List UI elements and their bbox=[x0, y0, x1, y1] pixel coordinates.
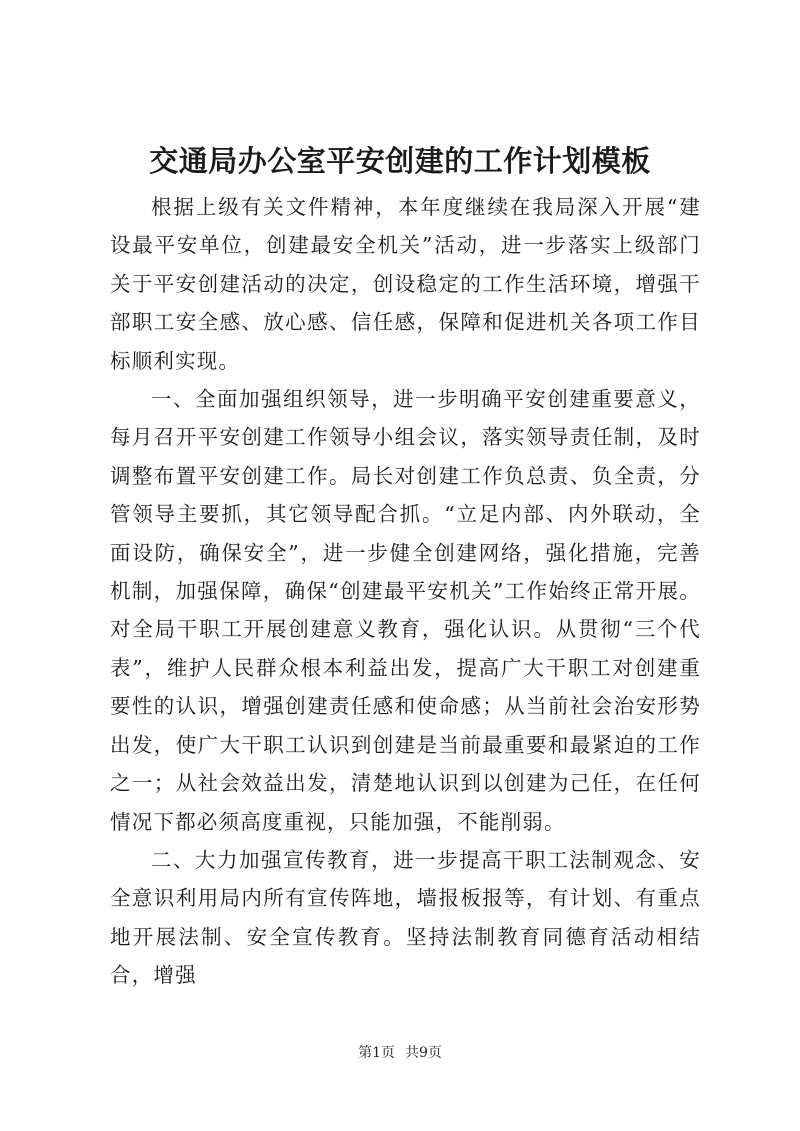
page-total: 共9页 bbox=[405, 1045, 442, 1061]
paragraph-intro: 根据上级有关文件精神，本年度继续在我局深入开展“建设最平安单位，创建最安全机关”活动，进一步落实上级部门关于平安创建活动的决定，创设稳定的工作生活环境，增强干部职工安全感、放心感、信任感，保障和促进机关各项工作目标顺利实现。 bbox=[110, 195, 701, 373]
paragraph-section-one: 一、全面加强组织领导，进一步明确平安创建重要意义，每月召开平安创建工作领导小组会议，落实领导责任制，及时调整布置平安创建工作。局长对创建工作负总责、负全责，分管领导主要抓，其它领导配合抓。“立足内部、内外联动，全面设防，确保安全”，进一步健全创建网络，强化措施，完善机制，加强保障，确保“创建最平安机关”工作始终正常开展。对全局干职工开展创建意义教育，强化认识。从贯彻“三个代表”，维护人民群众根本利益出发，提高广大干职工对创建重要性的认识，增强创建责任感和使命感；从当前社会治安形势出发，使广大干职工认识到创建是当前最重要和最紧迫的工作之一；从社会效益出发，清楚地认识到以创建为己任，在任何情况下都必须高度重视，只能加强，不能削弱。 bbox=[110, 387, 701, 834]
page-footer bbox=[0, 1044, 800, 1062]
paragraph-section-two: 二、大力加强宣传教育，进一步提高干职工法制观念、安全意识利用局内所有宣传阵地，墙报板报等，有计划、有重点地开展法制、安全宣传教育。坚持法制教育同德育活动相结合，增强 bbox=[110, 847, 701, 988]
document-body bbox=[110, 188, 701, 995]
page-number: 第1页 bbox=[358, 1045, 395, 1061]
document-title: 交通局办公室平安创建的工作计划模板 bbox=[149, 144, 651, 178]
